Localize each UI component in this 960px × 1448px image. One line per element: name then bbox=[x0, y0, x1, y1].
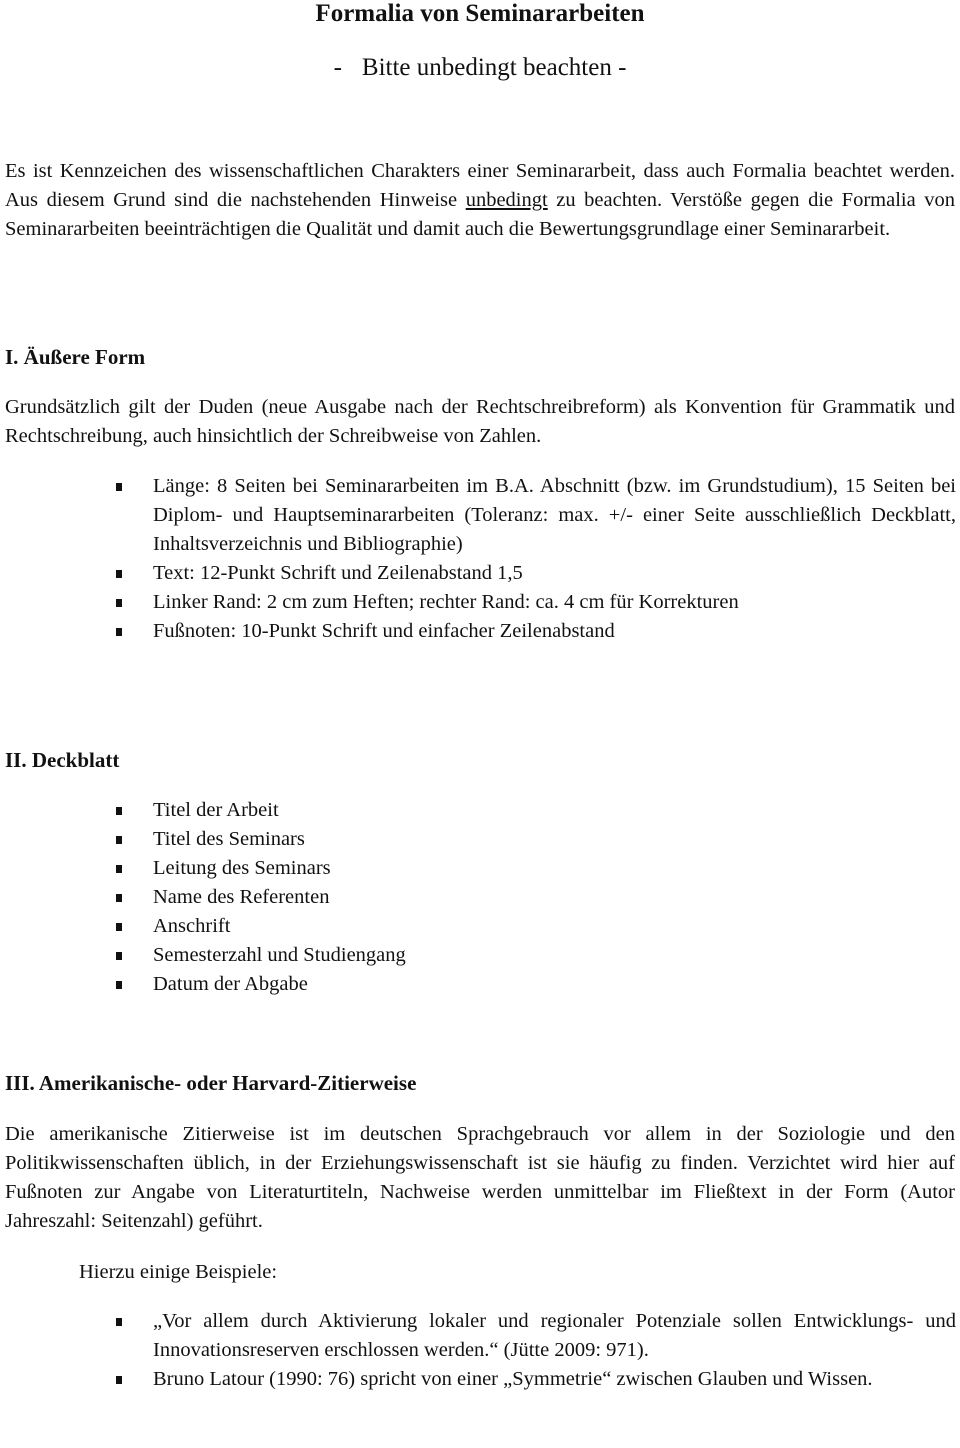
list-item-text: Semesterzahl und Studiengang bbox=[153, 944, 406, 966]
section1-paragraph: Grundsätzlich gilt der Duden (neue Ausgabe nach der Rechtschreibreform) als Konvention für Grammatik und Rechtschreibung, auch hinsichtlich der Schreibweise von Zahlen. bbox=[5, 396, 955, 447]
list-item bbox=[153, 941, 956, 970]
list-item bbox=[153, 588, 956, 617]
list-item-text: Name des Referenten bbox=[153, 886, 330, 908]
list-item-text: Titel der Arbeit bbox=[153, 799, 279, 821]
bullet-square-icon bbox=[116, 836, 122, 844]
intro-paragraph bbox=[5, 157, 955, 244]
bullet-square-icon bbox=[116, 1318, 122, 1326]
bullet-square-icon bbox=[116, 981, 122, 989]
section3-list bbox=[153, 1307, 956, 1394]
section1-heading: I. Äußere Form bbox=[5, 345, 146, 369]
section1-list bbox=[153, 472, 956, 646]
bullet-square-icon bbox=[116, 483, 122, 491]
bullet-square-icon bbox=[116, 923, 122, 931]
list-item-text: Text: 12-Punkt Schrift und Zeilenabstand 1,5 bbox=[153, 562, 523, 584]
intro-text-1: Es ist Kennzeichen des wissenschaftlichen Charakters einer Seminararbeit, dass auch Formalia beachtet werden. Aus diesem Grund sind die nachstehenden Hinweise bbox=[5, 160, 955, 211]
list-item bbox=[153, 1365, 956, 1394]
bullet-square-icon bbox=[116, 807, 122, 815]
list-item bbox=[153, 825, 956, 854]
bullet-square-icon bbox=[116, 628, 122, 636]
list-item-text: Datum der Abgabe bbox=[153, 973, 308, 995]
section2-list bbox=[153, 796, 956, 999]
list-item-text: Länge: 8 Seiten bei Seminararbeiten im B.A. Abschnitt (bzw. im Grundstudium), 15 Seiten bei Diplom- und Hauptseminararbeiten (Toleranz: max. +/- einer Seite ausschließlich Deckblatt, Inhaltsverzeichnis und Bibliographie) bbox=[153, 475, 956, 555]
list-item bbox=[153, 854, 956, 883]
section3-paragraph: Die amerikanische Zitierweise ist im deutschen Sprachgebrauch vor allem in der Soziologie und den Politikwissenschaften üblich, in der Erziehungswissenschaft ist sie häufig zu finden. Verzichtet wird hier auf Fußnoten zur Angabe von Literaturtiteln, Nachweise werden unmittelbar im Fließtext in der Form (Autor Jahreszahl: Seitenzahl) geführt. bbox=[5, 1123, 955, 1232]
list-item-text: „Vor allem durch Aktivierung lokaler und regionaler Potenziale sollen Entwicklungs- und Innovationsreserven erschlossen werden.“ (Jütte 2009: 971). bbox=[153, 1310, 956, 1361]
bullet-square-icon bbox=[116, 952, 122, 960]
list-item bbox=[153, 559, 956, 588]
list-item bbox=[153, 472, 956, 559]
bullet-square-icon bbox=[116, 599, 122, 607]
list-item-text: Leitung des Seminars bbox=[153, 857, 331, 879]
document-subtitle bbox=[0, 53, 960, 83]
list-item-text: Anschrift bbox=[153, 915, 231, 937]
examples-intro: Hierzu einige Beispiele: bbox=[79, 1261, 278, 1283]
document-title: Formalia von Seminararbeiten bbox=[315, 0, 645, 27]
list-item-text: Titel des Seminars bbox=[153, 828, 305, 850]
intro-underlined: unbedingt bbox=[465, 189, 548, 211]
intro-text-2: zu beachten. Verstöße gegen die Formalia von Seminararbeiten beeinträchtigen die Qualität und damit auch die Bewertungsgrundlage einer Seminararbeit. bbox=[5, 189, 955, 240]
list-item bbox=[153, 617, 956, 646]
bullet-square-icon bbox=[116, 1376, 122, 1384]
bullet-square-icon bbox=[116, 894, 122, 902]
list-item bbox=[153, 970, 956, 999]
section3-heading: III. Amerikanische- oder Harvard-Zitierweise bbox=[5, 1071, 417, 1095]
list-item bbox=[153, 1307, 956, 1365]
bullet-square-icon bbox=[116, 570, 122, 578]
list-item-text: Linker Rand: 2 cm zum Heften; rechter Rand: ca. 4 cm für Korrekturen bbox=[153, 591, 739, 613]
subtitle-text: Bitte unbedingt beachten - bbox=[361, 54, 627, 81]
section2-heading: II. Deckblatt bbox=[5, 748, 120, 772]
bullet-square-icon bbox=[116, 865, 122, 873]
list-item-text: Fußnoten: 10-Punkt Schrift und einfacher Zeilenabstand bbox=[153, 620, 615, 642]
list-item bbox=[153, 912, 956, 941]
list-item bbox=[153, 883, 956, 912]
subtitle-dash: - bbox=[333, 54, 342, 81]
list-item bbox=[153, 796, 956, 825]
list-item-text: Bruno Latour (1990: 76) spricht von einer „Symmetrie“ zwischen Glauben und Wissen. bbox=[153, 1368, 873, 1390]
